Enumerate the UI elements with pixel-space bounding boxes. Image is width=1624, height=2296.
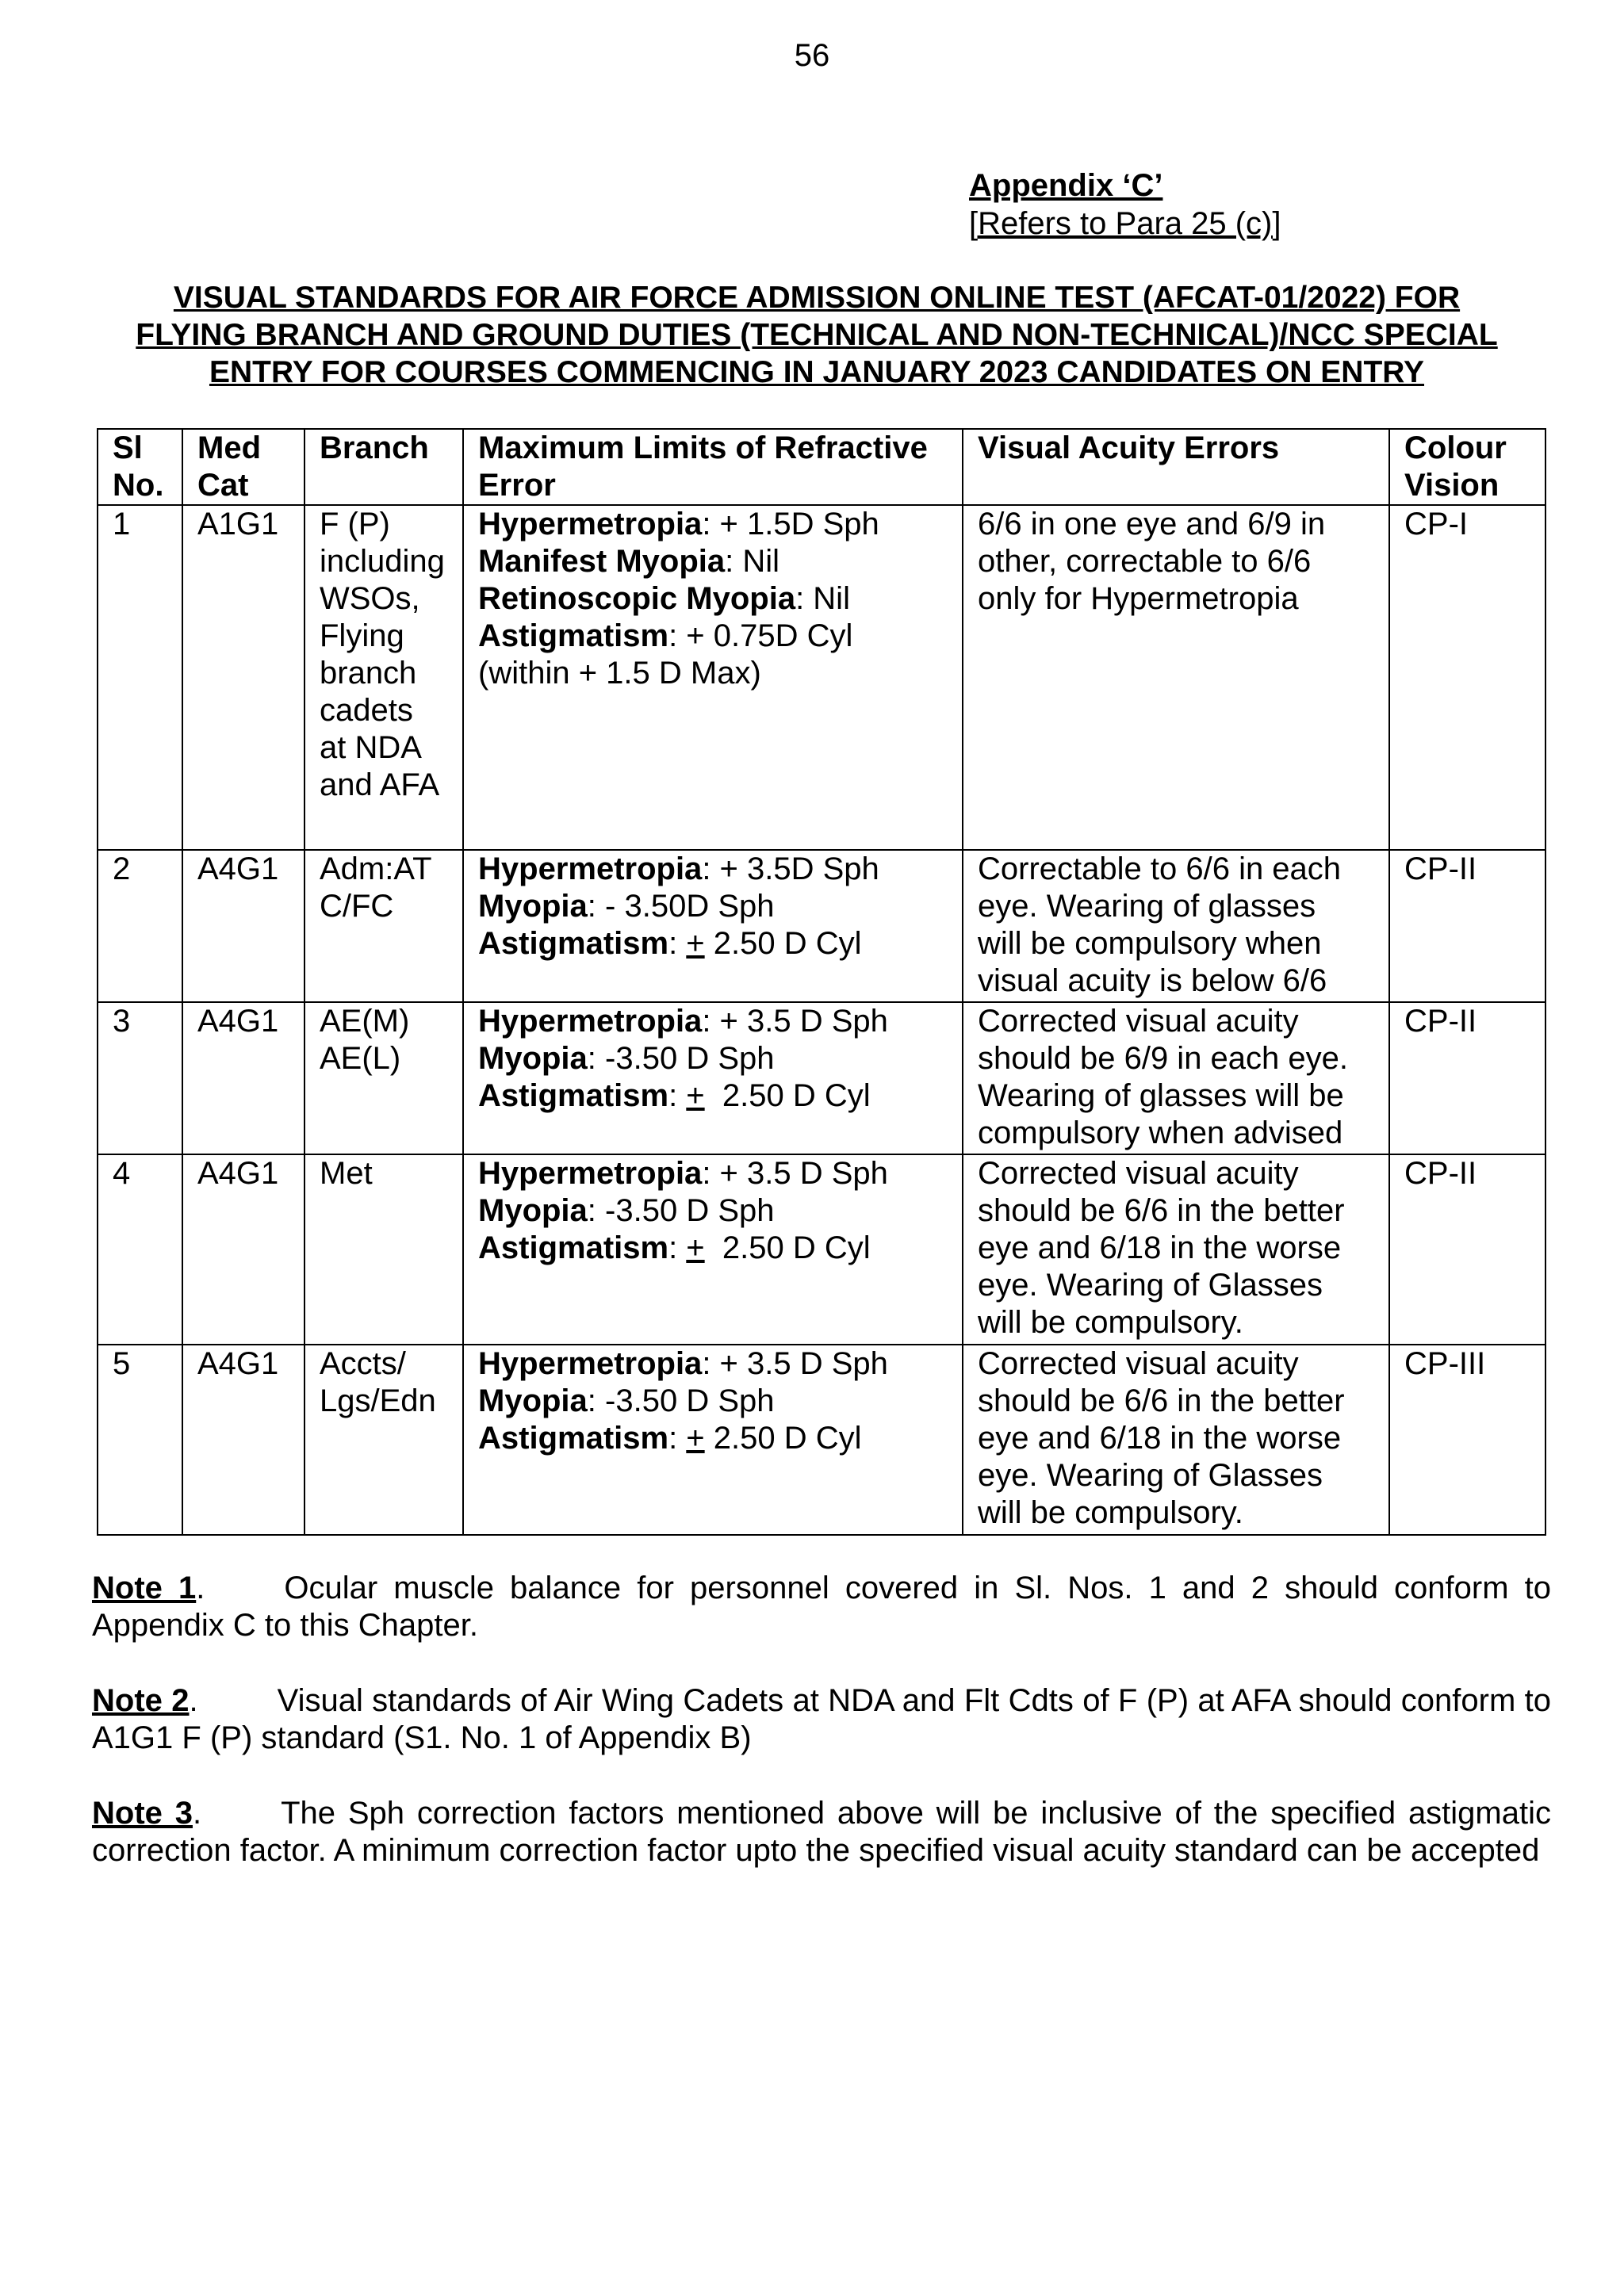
- table-row: [98, 850, 1545, 1002]
- table-row: [98, 505, 1545, 850]
- cell-branch: AE(M) AE(L): [304, 1002, 463, 1154]
- cell-colour-vision: CP-III: [1389, 1345, 1545, 1535]
- cell-visual-acuity: 6/6 in one eye and 6/9 in other, correctable to 6/6 only for Hypermetropia: [963, 505, 1389, 850]
- notes-section: [92, 1570, 1551, 1908]
- cell-refractive-error: Hypermetropia: + 3.5D Sph Myopia: - 3.50D Sph Astigmatism: + 2.50 D Cyl: [463, 850, 963, 1002]
- header-branch: Branch: [304, 429, 463, 505]
- cell-med-cat: A1G1: [182, 505, 304, 850]
- note-label: Note 2: [92, 1683, 190, 1718]
- cell-visual-acuity: Corrected visual acuity should be 6/6 in the better eye and 6/18 in the worse eye. Wearing of Glasses will be compulsory.: [963, 1345, 1389, 1535]
- appendix-title: Appendix ‘C’: [969, 168, 1163, 203]
- cell-visual-acuity: Correctable to 6/6 in each eye. Wearing of glasses will be compulsory when visual acuity is below 6/6: [963, 850, 1389, 1002]
- visual-standards-table: [97, 428, 1546, 1536]
- cell-med-cat: A4G1: [182, 850, 304, 1002]
- cell-colour-vision: CP-II: [1389, 1002, 1545, 1154]
- cell-med-cat: A4G1: [182, 1154, 304, 1345]
- note-1: Note 1. Ocular muscle balance for personnel covered in Sl. Nos. 1 and 2 should conform to Appendix C to this Chapter.: [92, 1571, 1551, 1643]
- cell-visual-acuity: Corrected visual acuity should be 6/9 in each eye. Wearing of glasses will be compulsory when advised: [963, 1002, 1389, 1154]
- cell-branch: Accts/ Lgs/Edn: [304, 1345, 463, 1535]
- table-body: [98, 505, 1545, 1535]
- page-number: 56: [794, 38, 830, 73]
- note-label: Note 1: [92, 1571, 197, 1605]
- header-sl-no: Sl No.: [98, 429, 182, 505]
- table-header-row: [98, 429, 1545, 505]
- cell-med-cat: A4G1: [182, 1345, 304, 1535]
- cell-colour-vision: CP-II: [1389, 850, 1545, 1002]
- cell-refractive-error: Hypermetropia: + 1.5D Sph Manifest Myopia: Nil Retinoscopic Myopia: Nil Astigmatism: + 0.75D Cyl (within + 1.5 D Max): [463, 505, 963, 850]
- cell-sl-no: 3: [98, 1002, 182, 1154]
- cell-colour-vision: CP-II: [1389, 1154, 1545, 1345]
- cell-refractive-error: Hypermetropia: + 3.5 D Sph Myopia: -3.50 D Sph Astigmatism: + 2.50 D Cyl: [463, 1154, 963, 1345]
- appendix-block: [969, 166, 1281, 243]
- appendix-reference: [Refers to Para 25 (c)]: [969, 206, 1281, 241]
- note-2: Note 2. Visual standards of Air Wing Cadets at NDA and Flt Cdts of F (P) at AFA should conform to A1G1 F (P) standard (S1. No. 1 of Appendix B): [92, 1683, 1551, 1755]
- table-row: [98, 1345, 1545, 1535]
- header-visual-acuity: Visual Acuity Errors: [963, 429, 1389, 505]
- cell-branch: F (P) including WSOs, Flying branch cadets at NDA and AFA: [304, 505, 463, 850]
- header-med-cat: Med Cat: [182, 429, 304, 505]
- heading-line: VISUAL STANDARDS FOR AIR FORCE ADMISSION ONLINE TEST (AFCAT-01/2022) FOR: [173, 281, 1461, 315]
- table-row: [98, 1154, 1545, 1345]
- cell-med-cat: A4G1: [182, 1002, 304, 1154]
- cell-refractive-error: Hypermetropia: + 3.5 D Sph Myopia: -3.50 D Sph Astigmatism: + 2.50 D Cyl: [463, 1002, 963, 1154]
- cell-sl-no: 4: [98, 1154, 182, 1345]
- cell-branch: Met: [304, 1154, 463, 1345]
- note-3: Note 3. The Sph correction factors mentioned above will be inclusive of the specified astigmatic correction factor. A minimum correction factor upto the specified visual acuity standard can be accepted: [92, 1796, 1551, 1868]
- header-colour-vision: Colour Vision: [1389, 429, 1545, 505]
- cell-sl-no: 5: [98, 1345, 182, 1535]
- cell-colour-vision: CP-I: [1389, 505, 1545, 850]
- header-refractive-error: Maximum Limits of Refractive Error: [463, 429, 963, 505]
- heading-line: FLYING BRANCH AND GROUND DUTIES (TECHNICAL AND NON-TECHNICAL)/NCC SPECIAL: [136, 318, 1498, 352]
- heading-line: ENTRY FOR COURSES COMMENCING IN JANUARY 2023 CANDIDATES ON ENTRY: [209, 355, 1425, 389]
- document-heading: [87, 279, 1546, 391]
- cell-refractive-error: Hypermetropia: + 3.5 D Sph Myopia: -3.50 D Sph Astigmatism: + 2.50 D Cyl: [463, 1345, 963, 1535]
- table-row: [98, 1002, 1545, 1154]
- cell-sl-no: 2: [98, 850, 182, 1002]
- cell-visual-acuity: Corrected visual acuity should be 6/6 in the better eye and 6/18 in the worse eye. Wearing of Glasses will be compulsory.: [963, 1154, 1389, 1345]
- note-label: Note 3: [92, 1796, 193, 1831]
- cell-branch: Adm:AT C/FC: [304, 850, 463, 1002]
- cell-sl-no: 1: [98, 505, 182, 850]
